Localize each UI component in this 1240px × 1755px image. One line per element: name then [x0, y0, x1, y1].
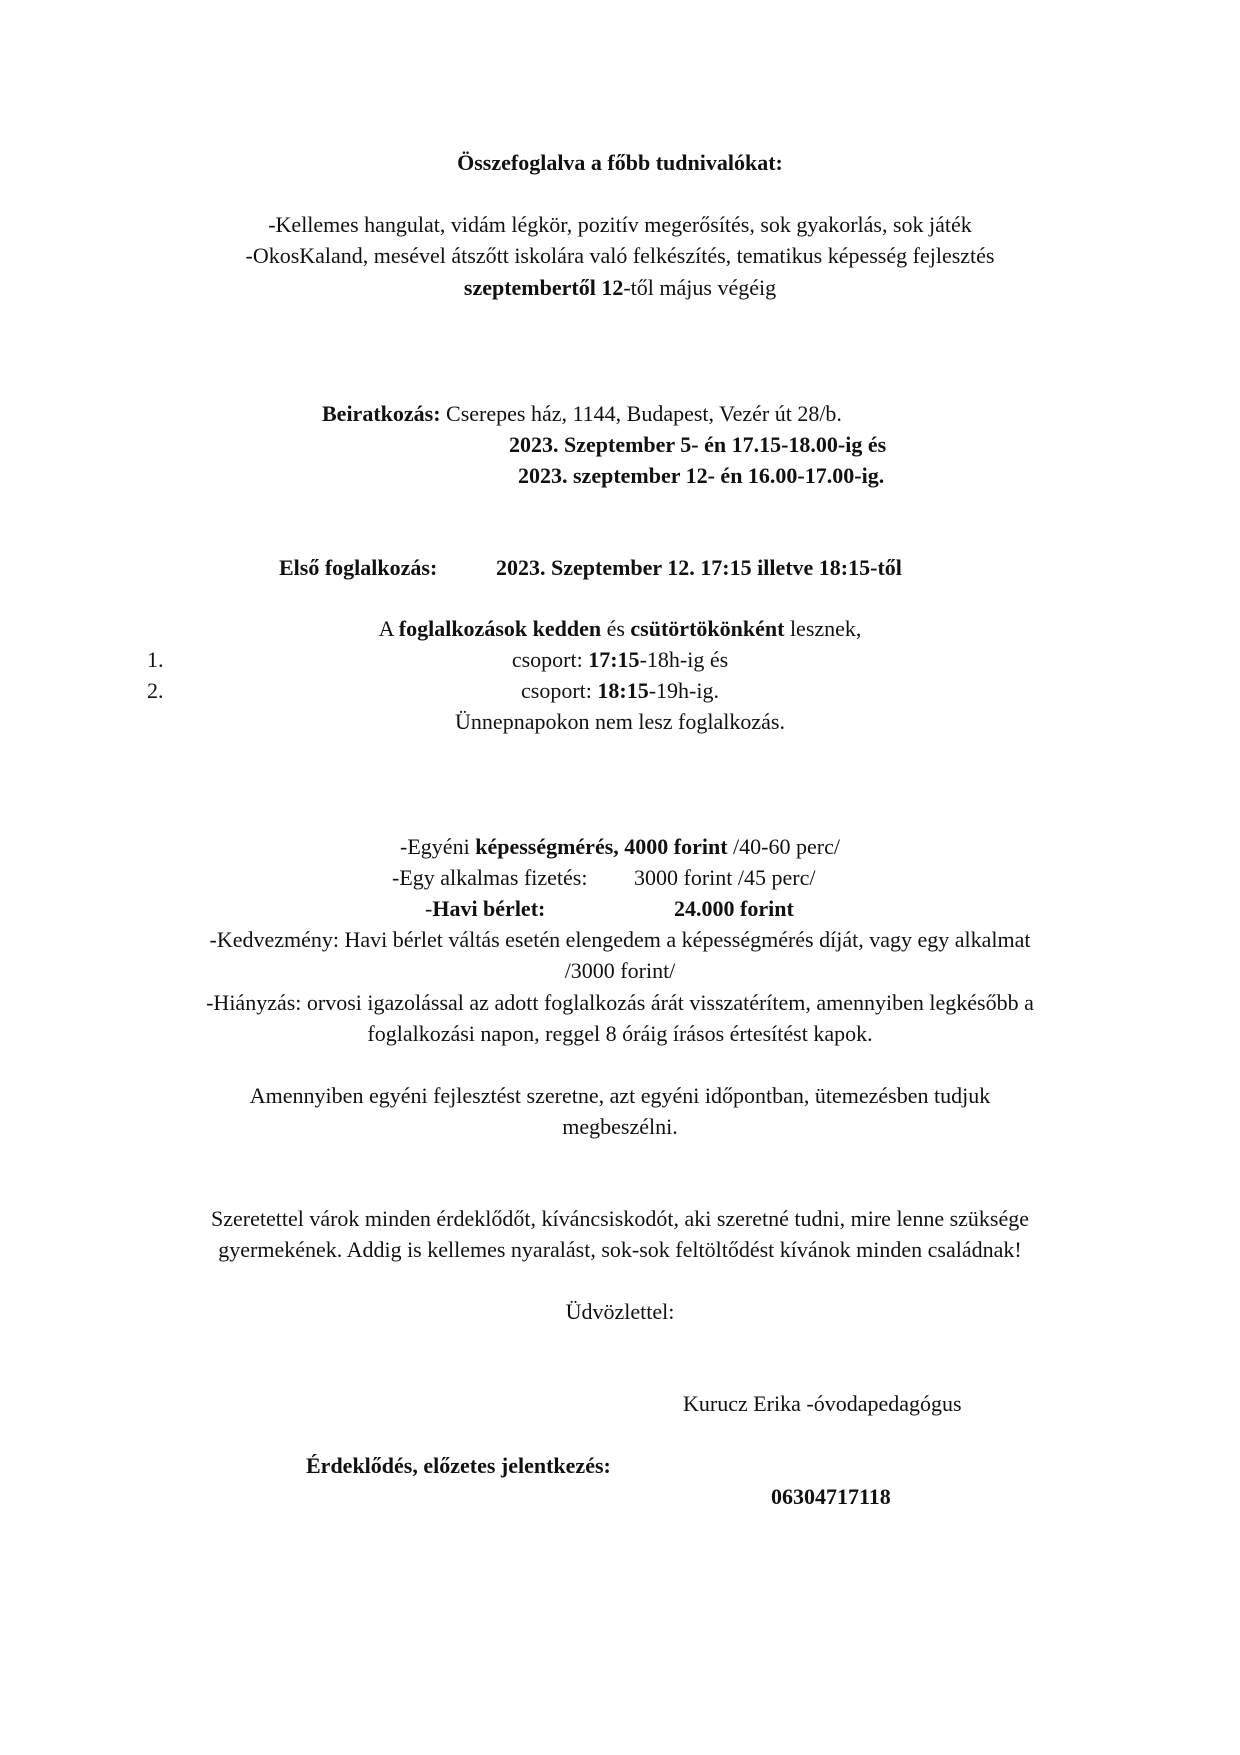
absence-line-1: -Hiányzás: orvosi igazolással az adott foglalkozás árát visszatérítem, amennyiben legkésőbb a — [206, 990, 1034, 1015]
first-session-label: Első foglalkozás: — [279, 555, 438, 580]
contact-label: Érdeklődés, előzetes jelentkezés: — [306, 1453, 611, 1478]
intro-end-text: -től május végéig — [623, 275, 777, 300]
discount-line-2: /3000 forint/ — [564, 958, 676, 983]
group-2-time — [0, 676, 1240, 706]
enrollment-address-line — [322, 399, 842, 429]
group-end-time: -18h-ig és — [639, 647, 729, 672]
group-end-time: -19h-ig. — [648, 678, 719, 703]
enrollment-label: Beiratkozás: — [322, 401, 441, 426]
discount-line-1: -Kedvezmény: Havi bérlet váltás esetén elengedem a képességmérés díját, vagy egy alkalmat — [209, 927, 1031, 952]
first-session-value: 2023. Szeptember 12. 17:15 illetve 18:15-től — [496, 555, 902, 580]
group-start-time: 17:15 — [588, 647, 640, 672]
schedule-text: és — [601, 616, 631, 641]
group-label: csoport: — [521, 678, 598, 703]
group-start-time: 18:15 — [597, 678, 649, 703]
contact-phone: 06304717118 — [771, 1484, 891, 1509]
schedule-day-1: foglalkozások kedden — [398, 616, 602, 641]
intro-line-1: -Kellemes hangulat, vidám légkör, pozitív megerősítés, sok gyakorlás, sok játék — [268, 212, 972, 237]
price-monthly-label — [425, 894, 545, 924]
holiday-note: Ünnepnapokon nem lesz foglalkozás. — [455, 709, 785, 734]
absence-line-2: foglalkozási napon, reggel 8 óráig írásos értesítést kapok. — [367, 1021, 873, 1046]
price-assessment — [0, 832, 1240, 862]
group-1-time — [0, 645, 1240, 675]
enrollment-date-1: 2023. Szeptember 5- én 17.15-18.00-ig és — [509, 432, 887, 457]
schedule-text: A — [378, 616, 399, 641]
schedule-days — [0, 614, 1240, 644]
intro-line-3 — [0, 273, 1240, 303]
group-number: 1. — [147, 647, 164, 672]
closing-line-1: Szeretettel várok minden érdeklődőt, kíváncsiskodót, aki szeretné tudni, mire lenne szüksége — [210, 1206, 1030, 1231]
schedule-day-2: csütörtökönként — [630, 616, 785, 641]
price-single-value: 3000 forint /45 perc/ — [634, 865, 816, 890]
intro-line-2: -OkosKaland, mesével átszőtt iskolára való felkészítés, tematikus képesség fejlesztés — [245, 243, 995, 268]
intro-start-date: szeptembertől 12 — [463, 275, 624, 300]
closing-line-2: gyermekének. Addig is kellemes nyaralást, sok-sok feltöltődést kívánok minden családnak! — [218, 1237, 1022, 1262]
enrollment-address: Cserepes ház, 1144, Budapest, Vezér út 28/b. — [440, 401, 842, 426]
price-monthly-value: 24.000 forint — [674, 896, 794, 921]
price-monthly-title: Havi bérlet: — [432, 896, 546, 921]
price-text: -Egyéni — [400, 834, 476, 859]
group-label: csoport: — [511, 647, 589, 672]
greeting: Üdvözlettel: — [565, 1299, 675, 1324]
page-title: Összefoglalva a főbb tudnivalókat: — [457, 150, 783, 175]
individual-line-2: megbeszélni. — [562, 1114, 678, 1139]
schedule-text: lesznek, — [784, 616, 862, 641]
price-duration: /40-60 perc/ — [727, 834, 840, 859]
price-single-label: -Egy alkalmas fizetés: — [392, 865, 588, 890]
enrollment-date-2: 2023. szeptember 12- én 16.00-17.00-ig. — [518, 463, 885, 488]
price-dash: - — [425, 896, 433, 921]
signature: Kurucz Erika -óvodapedagógus — [683, 1391, 962, 1416]
group-number: 2. — [147, 678, 164, 703]
price-assessment-amount: képességmérés, 4000 forint — [475, 834, 728, 859]
individual-line-1: Amennyiben egyéni fejlesztést szeretne, azt egyéni időpontban, ütemezésben tudjuk — [249, 1083, 991, 1108]
